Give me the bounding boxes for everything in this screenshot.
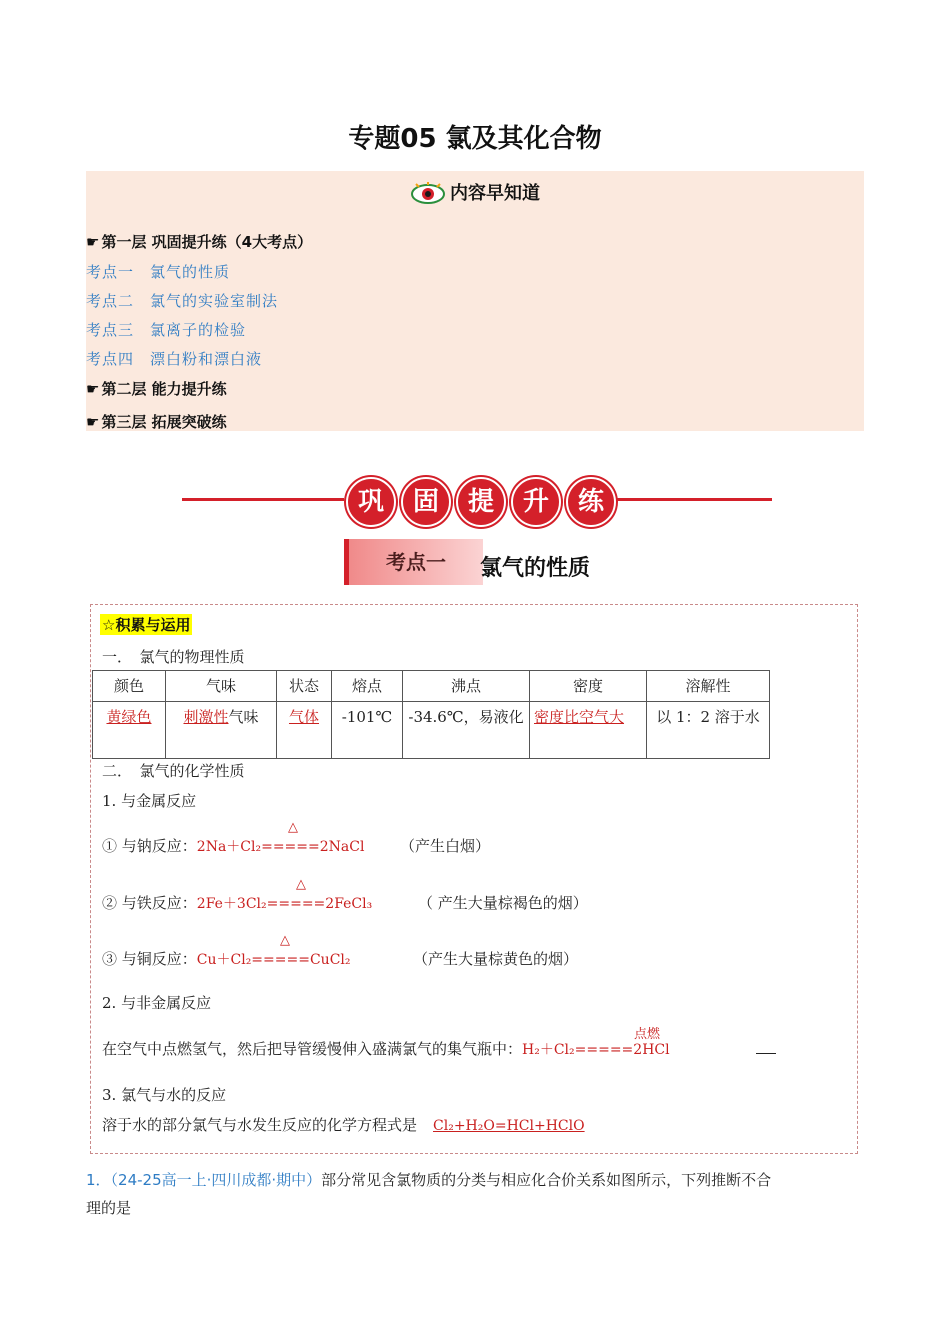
phys-heading: 一． 氯气的物理性质 — [102, 648, 245, 666]
answer-state: 气体 — [288, 708, 319, 726]
table-header: 熔点 — [332, 671, 403, 702]
table-header: 沸点 — [403, 671, 530, 702]
toc-layer-1-label: 第一层 巩固提升练（4大考点） — [101, 233, 313, 251]
kaodian-title: 氯气的性质 — [480, 556, 591, 581]
question-text: 部分常见含氯物质的分类与相应化合价关系如图所示，下列推断不合 — [321, 1171, 772, 1189]
banner-line-left — [182, 498, 344, 501]
water-heading: 3. 氯气与水的反应 — [102, 1086, 227, 1104]
question-text-cont: 理的是 — [86, 1199, 132, 1217]
toc-layer-1[interactable] — [86, 231, 312, 252]
chem-heading: 二． 氯气的化学性质 — [102, 762, 245, 780]
toc-layer-2-label: 第二层 能力提升练 — [101, 380, 227, 398]
answer-color: 黄绿色 — [106, 708, 152, 726]
heat-condition: △ — [296, 877, 306, 892]
banner-char: 提 — [456, 477, 506, 527]
na-prefix: ① 与钠反应： — [102, 837, 197, 855]
pointing-hand-icon: ☛ — [86, 413, 100, 431]
nonmetal-heading: 2. 与非金属反应 — [102, 994, 212, 1012]
heat-condition: △ — [280, 933, 290, 948]
toc-heading-text: 内容早知道 — [450, 183, 540, 204]
table-header: 颜色 — [93, 671, 166, 702]
question-1 — [86, 1166, 866, 1222]
pointing-hand-icon: ☛ — [86, 380, 100, 398]
cu-prefix: ③ 与铜反应： — [102, 950, 197, 968]
banner-char: 升 — [511, 477, 561, 527]
h2-text: 在空气中点燃氢气，然后把导管缓慢伸入盛满氯气的集气瓶中： — [102, 1040, 523, 1058]
answer-blank-line — [756, 1053, 776, 1054]
toc-layer-2[interactable] — [86, 378, 227, 399]
table-cell-melting: -101℃ — [332, 702, 403, 759]
toc-heading — [86, 179, 864, 206]
question-line-1 — [86, 1166, 866, 1194]
table-cell-smell — [166, 702, 277, 759]
water-equation: Cl₂+H₂O=HCl+HClO — [433, 1118, 585, 1134]
toc-item-1[interactable]: 考点一 氯气的性质 — [86, 263, 231, 281]
table-header: 溶解性 — [647, 671, 770, 702]
cu-reaction — [102, 948, 351, 969]
toc-item-2[interactable]: 考点二 氯气的实验室制法 — [86, 292, 279, 310]
na-equation: 2Na＋Cl₂=====2NaCl — [196, 839, 365, 855]
table-cell-color — [93, 702, 166, 759]
answer-density: 密度比空气大 — [534, 708, 625, 726]
table-header: 密度 — [530, 671, 647, 702]
na-note: （产生白烟） — [400, 837, 491, 855]
physical-properties-table — [92, 670, 770, 759]
accumulate-tag: ☆积累与运用 — [102, 616, 191, 634]
cu-note: （产生大量棕黄色的烟） — [413, 950, 579, 968]
h2-equation: H₂＋Cl₂=====2HCl — [522, 1042, 670, 1058]
h2-reaction — [102, 1038, 670, 1059]
banner-char: 固 — [401, 477, 451, 527]
smell-suffix: 气味 — [228, 708, 259, 726]
toc-layer-3[interactable] — [86, 411, 227, 432]
fe-reaction — [102, 892, 372, 913]
table-cell-density — [530, 702, 647, 759]
table-header: 气味 — [166, 671, 277, 702]
fe-equation: 2Fe＋3Cl₂=====2FeCl₃ — [196, 896, 373, 912]
banner-line-right — [610, 498, 772, 501]
metal-heading: 1. 与金属反应 — [102, 792, 197, 810]
toc-item-3[interactable]: 考点三 氯离子的检验 — [86, 321, 247, 339]
table-cell-state — [277, 702, 332, 759]
ignite-condition: 点燃 — [634, 1027, 661, 1042]
banner-char: 练 — [566, 477, 616, 527]
fe-note: （ 产生大量棕褐色的烟） — [418, 894, 588, 912]
kaodian-label: 考点一 — [344, 539, 483, 585]
toc-panel — [86, 171, 864, 431]
question-source[interactable]: （24-25高一上·四川成都·期中） — [110, 1171, 322, 1189]
table-cell-boiling: -34.6℃，易液化 — [403, 702, 530, 759]
water-text: 溶于水的部分氯气与水发生反应的化学方程式是 — [102, 1116, 418, 1134]
table-header: 状态 — [277, 671, 332, 702]
water-reaction — [102, 1114, 597, 1135]
eye-icon — [410, 182, 446, 206]
banner-char: 巩 — [346, 477, 396, 527]
heat-condition: △ — [288, 820, 298, 835]
cu-equation: Cu＋Cl₂=====CuCl₂ — [196, 952, 351, 968]
table-cell-solubility: 以 1：2 溶于水 — [647, 702, 770, 759]
answer-smell: 刺激性 — [183, 708, 229, 726]
toc-item-4[interactable]: 考点四 漂白粉和漂白液 — [86, 350, 263, 368]
fe-prefix: ② 与铁反应： — [102, 894, 197, 912]
toc-layer-3-label: 第三层 拓展突破练 — [101, 413, 227, 431]
question-number: 1． — [86, 1171, 111, 1189]
pointing-hand-icon: ☛ — [86, 233, 100, 251]
na-reaction — [102, 835, 364, 856]
page-title: 专题05 氯及其化合物 — [348, 124, 602, 154]
